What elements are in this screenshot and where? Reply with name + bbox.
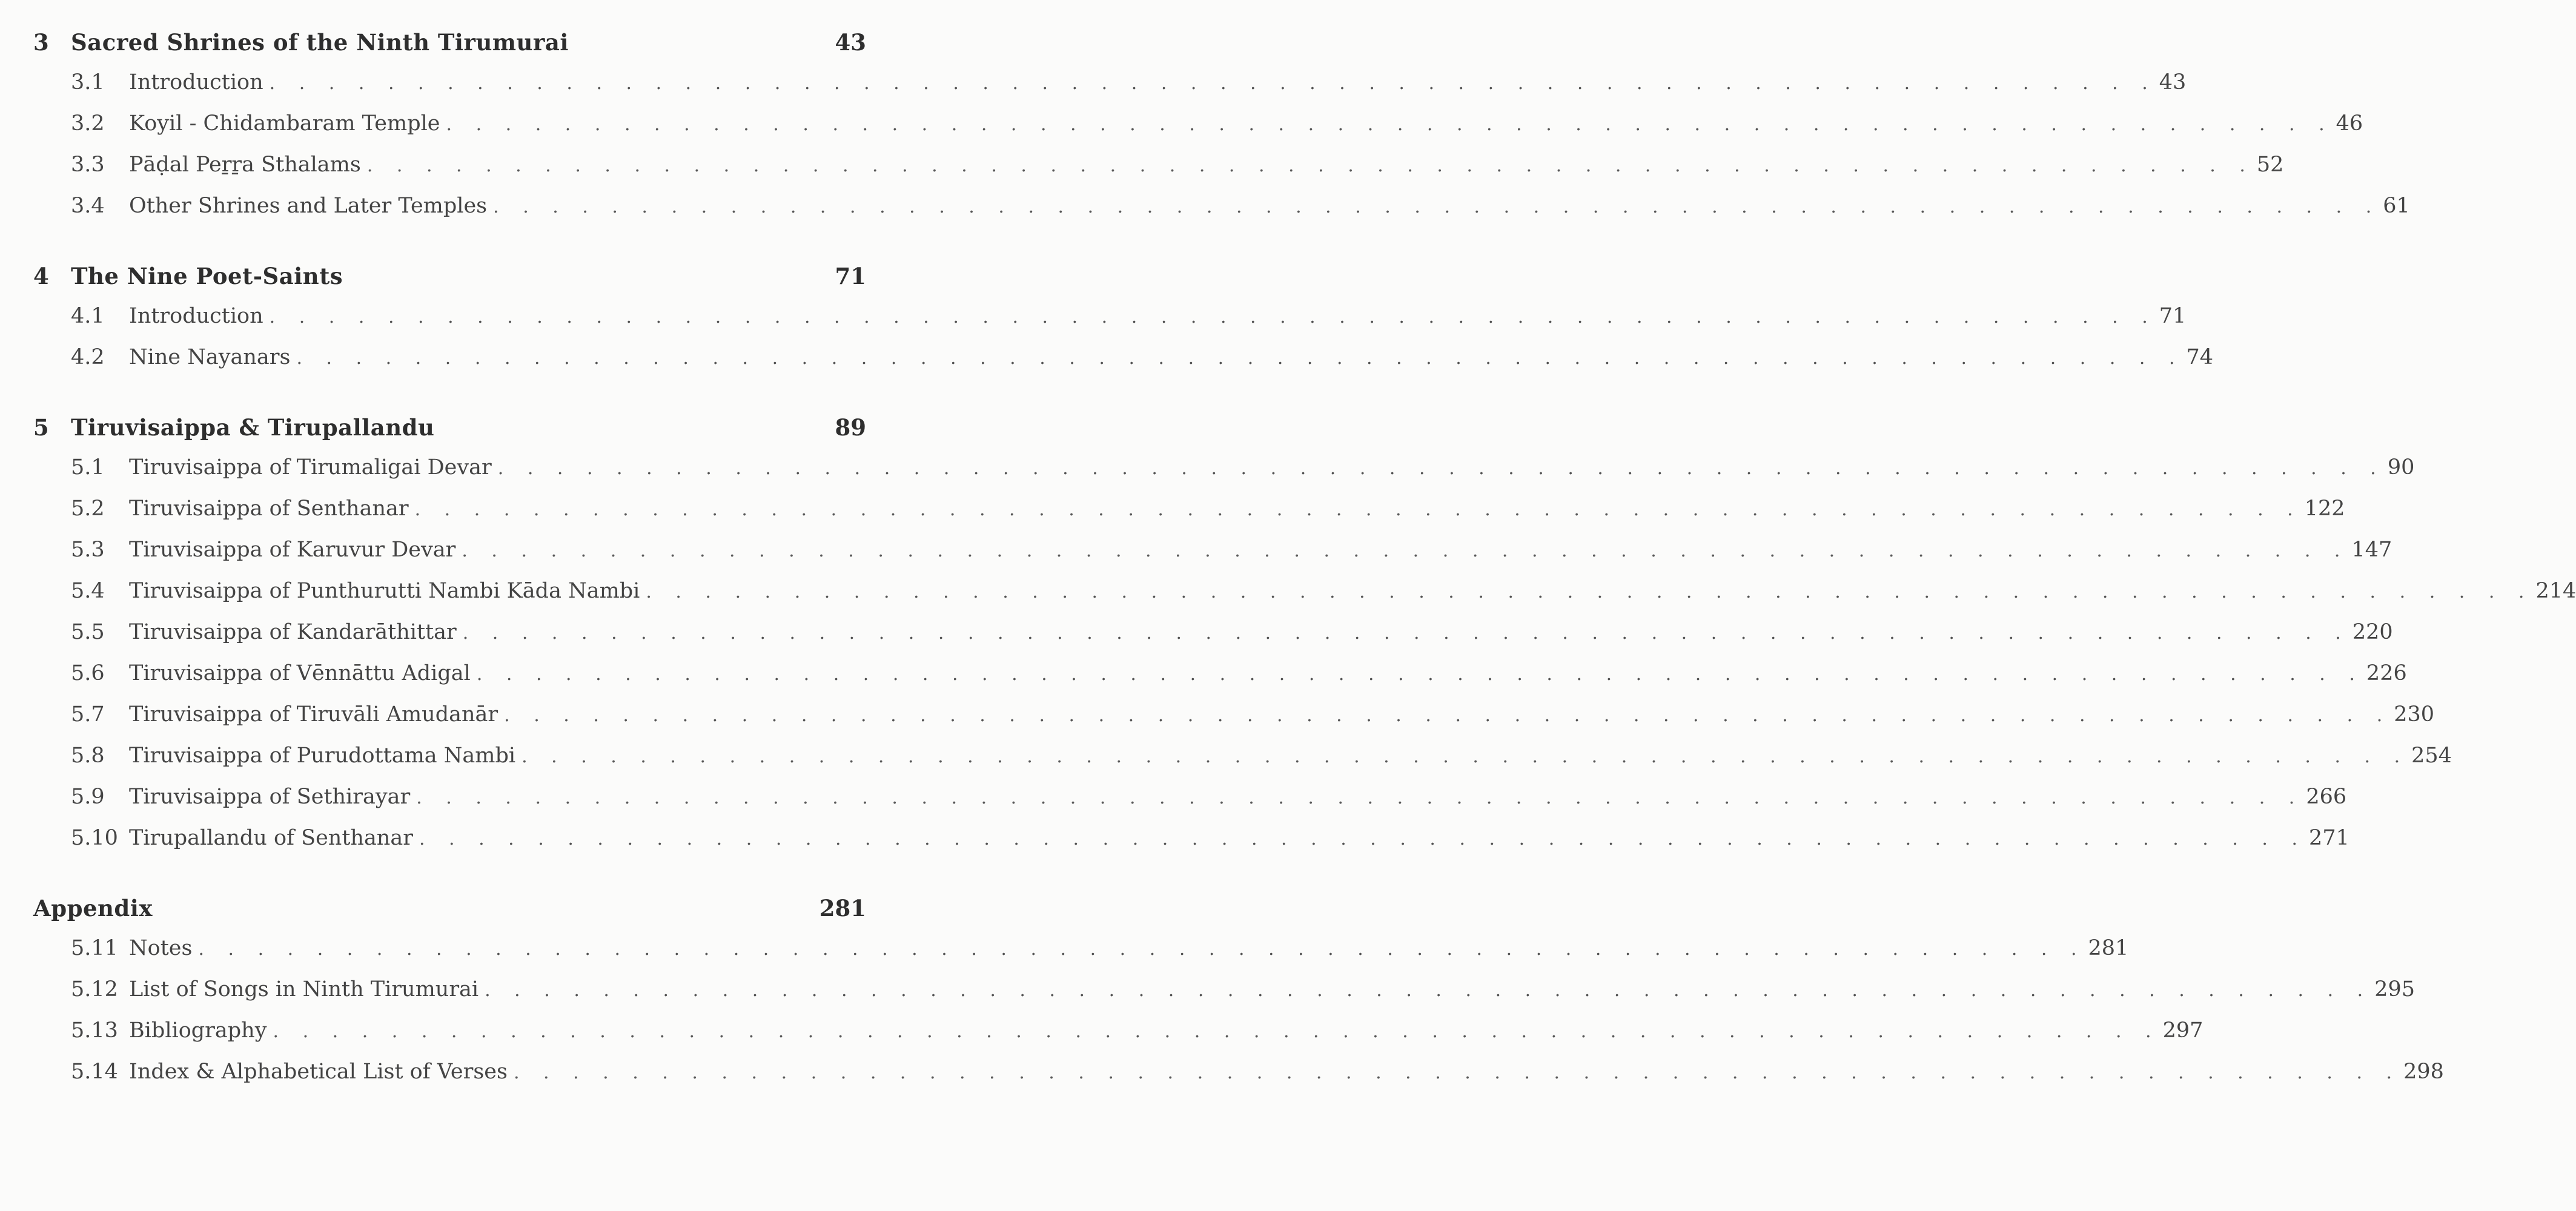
toc-entry[interactable] [33,744,2452,785]
section-page: 254 [2411,744,2452,768]
toc-entry[interactable] [33,111,2363,153]
section-number: 5.5 [71,620,105,644]
section-title: Bibliography [129,1018,267,1043]
dot-leader: . . . . . . . . . . . . . . . . . . . . . . . . . . . . . . . . . . . . . . . . . . . . . . . . . . . . . . . . . . . . . . . . [269,73,2157,94]
chapter-title: Tiruvisaippa & Tirupallandu [71,414,435,441]
section-title: Nine Nayanars [129,345,291,369]
chapter-heading[interactable] [33,263,866,304]
section-page: 52 [2256,153,2284,177]
dot-leader: . . . . . . . . . . . . . . . . . . . . . . . . . . . . . . . . . . . . . . . . . . . . . . . . . . . . . . . . . . . . . . . . [419,828,2307,850]
section-title: Tiruvisaippa of Purudottama Nambi [129,744,516,768]
toc-entry[interactable] [33,304,2187,345]
chapter-page: 43 [835,29,866,56]
chapter-title: Sacred Shrines of the Ninth Tirumurai [71,29,569,56]
dot-leader: . . . . . . . . . . . . . . . . . . . . . . . . . . . . . . . . . . . . . . . . . . . . . . . . . . . . . . . . . . . . . . . . [485,980,2372,1001]
toc-entry[interactable] [33,702,2435,744]
dot-leader: . . . . . . . . . . . . . . . . . . . . . . . . . . . . . . . . . . . . . . . . . . . . . . . . . . . . . . . . . . . . . . . . [462,540,2349,561]
chapter-page: 89 [835,414,866,441]
toc-entry[interactable] [33,936,2129,977]
section-title: Index & Alphabetical List of Verses [129,1060,508,1084]
section-number: 5.12 [71,977,118,1001]
section-page: 43 [2159,70,2187,94]
table-of-contents [33,29,2576,1129]
toc-entry[interactable] [33,1060,2444,1101]
section-title: Tirupallandu of Senthanar [129,826,413,850]
dot-leader: . . . . . . . . . . . . . . . . . . . . . . . . . . . . . . . . . . . . . . . . . . . . . . . . . . . . . . . . . . . . . . . . [497,458,2385,479]
chapter-number: 4 [33,263,49,289]
toc-entry[interactable] [33,579,2576,620]
toc-entry[interactable] [33,345,2214,386]
chapter-number: 3 [33,29,49,56]
section-number: 5.14 [71,1060,118,1084]
toc-entry[interactable] [33,826,2349,867]
dot-leader: . . . . . . . . . . . . . . . . . . . . . . . . . . . . . . . . . . . . . . . . . . . . . . . . . . . . . . . . . . . . . . . . [493,196,2381,217]
section-page: 147 [2351,538,2392,562]
chapter-title: The Nine Poet-Saints [71,263,343,289]
dot-leader: . . . . . . . . . . . . . . . . . . . . . . . . . . . . . . . . . . . . . . . . . . . . . . . . . . . . . . . . . . . . . . . . [462,622,2350,644]
section-page: 271 [2309,826,2349,850]
section-title: Tiruvisaippa of Tiruvāli Amudanār [129,702,498,727]
section-number: 5.9 [71,785,105,809]
section-page: 297 [2162,1018,2204,1043]
appendix [33,895,2444,1101]
dot-leader: . . . . . . . . . . . . . . . . . . . . . . . . . . . . . . . . . . . . . . . . . . . . . . . . . . . . . . . . . . . . . . . . [273,1021,2160,1042]
section-page: 281 [2088,936,2129,960]
section-title: Tiruvisaippa of Tirumaligai Devar [129,455,492,480]
chapter-heading[interactable] [33,414,866,455]
dot-leader: . . . . . . . . . . . . . . . . . . . . . . . . . . . . . . . . . . . . . . . . . . . . . . . . . . . . . . . . . . . . . . . . [476,664,2364,685]
dot-leader: . . . . . . . . . . . . . . . . . . . . . . . . . . . . . . . . . . . . . . . . . . . . . . . . . . . . . . . . . . . . . . . . [366,155,2254,176]
toc-entry[interactable] [33,620,2393,661]
section-number: 5.7 [71,702,105,727]
section-title: Tiruvisaippa of Sethirayar [129,785,411,809]
section-title: Tiruvisaippa of Karuvur Devar [129,538,456,562]
dot-leader: . . . . . . . . . . . . . . . . . . . . . . . . . . . . . . . . . . . . . . . . . . . . . . . . . . . . . . . . . . . . . . . . [446,114,2334,135]
chapter-3 [33,29,2410,235]
section-title: Tiruvisaippa of Senthanar [129,497,409,521]
section-page: 71 [2159,304,2187,328]
toc-entry[interactable] [33,1018,2204,1060]
appendix-title: Appendix [33,895,153,922]
toc-entry[interactable] [33,538,2392,579]
section-number: 3.3 [71,153,105,177]
section-number: 5.2 [71,497,105,521]
section-number: 4.2 [71,345,105,369]
toc-entry[interactable] [33,153,2284,194]
chapter-4 [33,263,2214,386]
section-number: 3.4 [71,194,105,218]
section-number: 5.10 [71,826,118,850]
section-title: Pāḍal Peṟṟa Sthalams [129,153,361,177]
dot-leader: . . . . . . . . . . . . . . . . . . . . . . . . . . . . . . . . . . . . . . . . . . . . . . . . . . . . . . . . . . . . . . . . [513,1062,2402,1083]
toc-entry[interactable] [33,455,2415,497]
section-page: 266 [2306,785,2347,809]
section-number: 5.4 [71,579,105,603]
section-title: Other Shrines and Later Temples [129,194,488,218]
section-number: 5.1 [71,455,105,480]
section-page: 46 [2336,111,2363,136]
section-title: Tiruvisaippa of Kandarāthittar [129,620,457,644]
dot-leader: . . . . . . . . . . . . . . . . . . . . . . . . . . . . . . . . . . . . . . . . . . . . . . . . . . . . . . . . . . . . . . . . [504,705,2392,726]
section-title: Tiruvisaippa of Punthurutti Nambi Kāda Nambi [129,579,640,603]
section-page: 122 [2304,497,2345,521]
section-title: Introduction [129,304,263,328]
chapter-number: 5 [33,414,49,441]
toc-entry[interactable] [33,785,2347,826]
dot-leader: . . . . . . . . . . . . . . . . . . . . . . . . . . . . . . . . . . . . . . . . . . . . . . . . . . . . . . . . . . . . . . . . [414,499,2302,520]
section-page: 74 [2186,345,2214,369]
chapter-heading[interactable] [33,29,866,70]
dot-leader: . . . . . . . . . . . . . . . . . . . . . . . . . . . . . . . . . . . . . . . . . . . . . . . . . . . . . . . . . . . . . . . . [646,581,2534,602]
section-number: 4.1 [71,304,105,328]
section-title: List of Songs in Ninth Tirumurai [129,977,479,1001]
section-page: 230 [2394,702,2435,727]
section-page: 298 [2403,1060,2444,1084]
toc-entry[interactable] [33,661,2407,702]
section-number: 5.8 [71,744,105,768]
toc-entry[interactable] [33,497,2345,538]
section-page: 226 [2366,661,2407,685]
section-number: 5.6 [71,661,105,685]
dot-leader: . . . . . . . . . . . . . . . . . . . . . . . . . . . . . . . . . . . . . . . . . . . . . . . . . . . . . . . . . . . . . . . . [416,787,2304,808]
section-title: Introduction [129,70,263,94]
section-page: 214 [2535,579,2576,603]
dot-leader: . . . . . . . . . . . . . . . . . . . . . . . . . . . . . . . . . . . . . . . . . . . . . . . . . . . . . . . . . . . . . . . . [269,306,2157,328]
section-title: Notes [129,936,193,960]
section-title: Koyil - Chidambaram Temple [129,111,440,136]
chapter-5 [33,414,2576,867]
toc-entry[interactable] [33,70,2187,111]
section-page: 295 [2374,977,2415,1001]
toc-entry[interactable] [33,194,2410,235]
section-title: Tiruvisaippa of Vēnnāttu Adigal [129,661,471,685]
appendix-page: 281 [819,895,866,922]
section-page: 90 [2387,455,2415,480]
chapter-page: 71 [835,263,866,289]
dot-leader: . . . . . . . . . . . . . . . . . . . . . . . . . . . . . . . . . . . . . . . . . . . . . . . . . . . . . . . . . . . . . . . . [198,939,2086,960]
section-number: 3.1 [71,70,105,94]
section-number: 5.3 [71,538,105,562]
toc-entry[interactable] [33,977,2415,1018]
section-number: 5.13 [71,1018,118,1043]
dot-leader: . . . . . . . . . . . . . . . . . . . . . . . . . . . . . . . . . . . . . . . . . . . . . . . . . . . . . . . . . . . . . . . . [521,746,2409,767]
dot-leader: . . . . . . . . . . . . . . . . . . . . . . . . . . . . . . . . . . . . . . . . . . . . . . . . . . . . . . . . . . . . . . . . [296,348,2184,369]
section-number: 3.2 [71,111,105,136]
appendix-heading[interactable] [33,895,866,936]
section-number: 5.11 [71,936,118,960]
section-page: 220 [2352,620,2393,644]
section-page: 61 [2383,194,2410,218]
